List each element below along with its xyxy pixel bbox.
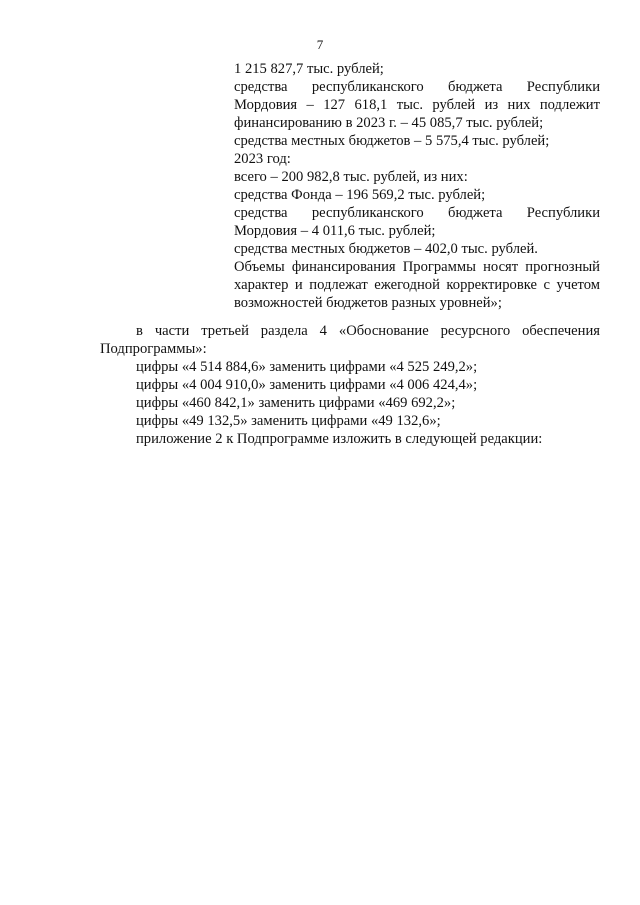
paragraph: цифры «49 132,5» заменить цифрами «49 132,6»;: [136, 413, 441, 429]
text-line: 1 215 827,7 тыс. рублей;: [234, 61, 384, 77]
text-line: средства Фонда – 196 569,2 тыс. рублей;: [234, 187, 486, 203]
paragraph: цифры «4 514 884,6» заменить цифрами «4 525 249,2»;: [136, 359, 478, 375]
text-line: средства республиканского бюджета Республики Мордовия – 127 618,1 тыс. рублей из них подлежит финансированию в 2023 г. – 45 085,7 тыс. рублей;: [234, 79, 600, 131]
text-line: средства местных бюджетов – 402,0 тыс. рублей.: [234, 241, 538, 257]
text-line: Объемы финансирования Программы носят прогнозный характер и подлежат ежегодной корректировке с учетом возможностей бюджетов разных уровней»;: [234, 259, 600, 311]
text-line: средства местных бюджетов – 5 575,4 тыс. рублей;: [234, 133, 550, 149]
text-line: средства республиканского бюджета Республики Мордовия – 4 011,6 тыс. рублей;: [234, 205, 600, 239]
text-line: всего – 200 982,8 тыс. рублей, из них:: [234, 169, 468, 185]
paragraph: приложение 2 к Подпрограмме изложить в следующей редакции:: [136, 431, 543, 447]
paragraph: цифры «4 004 910,0» заменить цифрами «4 006 424,4»;: [136, 377, 478, 393]
financing-details-block: [234, 60, 600, 312]
text-line: 2023 год:: [234, 151, 291, 167]
paragraph: в части третьей раздела 4 «Обоснование ресурсного обеспечения Подпрограммы»:: [100, 323, 600, 357]
amendments-block: [100, 322, 600, 448]
paragraph: цифры «460 842,1» заменить цифрами «469 692,2»;: [136, 395, 456, 411]
page-number: 7: [316, 37, 324, 52]
